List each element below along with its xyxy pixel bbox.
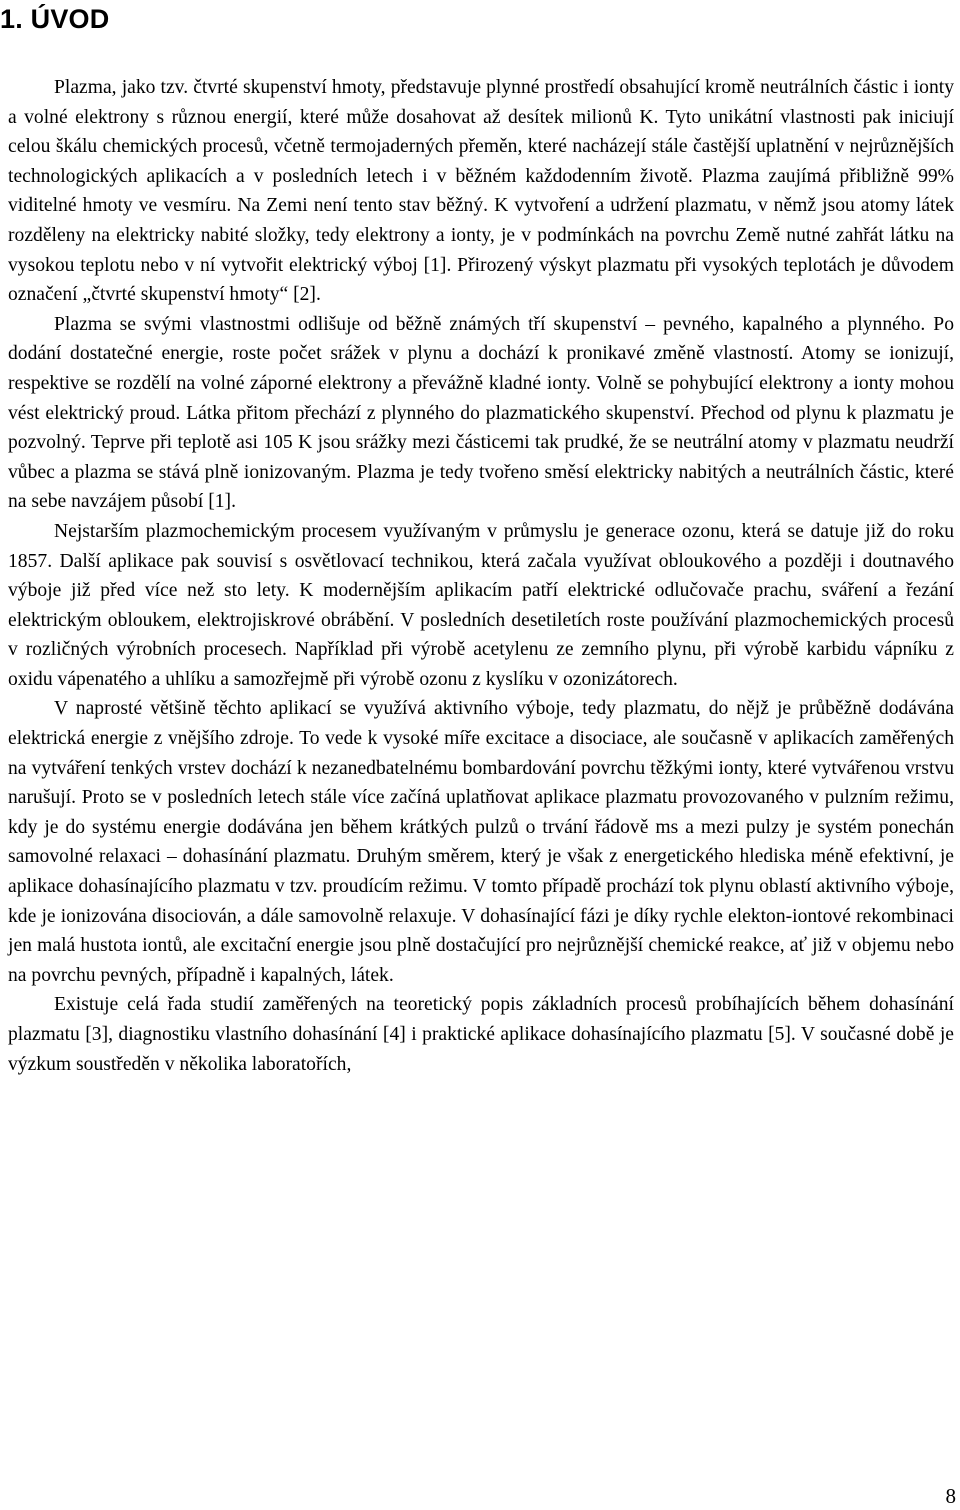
paragraph-5: Existuje celá řada studií zaměřených na teoretický popis základních procesů probíhajících během dohasínání plazmatu [3], diagnostiku vlastního dohasínání [4] i praktické aplikace dohasínajícího plazmatu [5]. V současné době je výzkum soustředěn v několika laboratořích, (8, 994, 954, 1075)
page-number: 8 (945, 1484, 956, 1508)
chapter-heading: 1. ÚVOD (0, 4, 110, 34)
chapter-body (8, 73, 954, 1079)
paragraph-4: V naprosté většině těchto aplikací se využívá aktivního výboje, tedy plazmatu, do nějž je průběžně dodávána elektrická energie z vnějšího zdroje. To vede k vysoké míře excitace a disociace, ale současně v aplikacích zaměřených na vytváření tenkých vrstev dochází k nezanedbatelnému bombardování povrchu těžkými ionty, které vytvářenou vrstvu narušují. Proto se v posledních letech stále více začíná uplatňovat aplikace plazmatu provozovaného v pulzním režimu, kdy je do systému energie dodávána jen během krátkých pulzů o trvání řádově ms a mezi pulzy je systém ponechán samovolné relaxaci – dohasínání plazmatu. Druhým směrem, který je však z energetického hlediska méně efektivní, je aplikace dohasínajícího plazmatu v tzv. proudícím režimu. V tomto případě prochází tok plynu oblastí aktivního výboje, kde je ionizována disociován, a dále samovolně relaxuje. V dohasínající fázi je díky rychle elekton-iontové rekombinaci jen malá hustota iontů, ale excitační energie jsou plně dostačující pro nejrůznější chemické reakce, ať již v objemu nebo na povrchu pevných, případně i kapalných, látek. (8, 698, 954, 986)
paragraph-1: Plazma, jako tzv. čtvrté skupenství hmoty, představuje plynné prostředí obsahující kromě neutrálních částic i ionty a volné elektrony s různou energií, které může dosahovat až desítek milionů K. Tyto unikátní vlastnosti pak iniciují celou škálu chemických procesů, včetně termojaderných přeměn, které nacházejí stále častější uplatnění v nejrůznějších technologických aplikacích a v posledních letech i v běžném každodenním životě. Plazma zaujímá přibližně 99% viditelné hmoty ve vesmíru. Na Zemi není tento stav běžný. K vytvoření a udržení plazmatu, v němž jsou atomy látek rozděleny na elektricky nabité složky, tedy elektrony a ionty, je v podmínkách na povrchu Země nutné zahřát látku na vysokou teplotu nebo v ní vytvořit elektrický výboj [1]. Přirozený výskyt plazmatu při vysokých teplotách je důvodem označení „čtvrté skupenství hmoty“ [2]. (8, 77, 954, 306)
paragraph-2: Plazma se svými vlastnostmi odlišuje od běžně známých tří skupenství – pevného, kapalného a plynného. Po dodání dostatečné energie, roste počet srážek v plynu a dochází k pronikavé změně vlastností. Atomy se ionizují, respektive se rozdělí na volné záporné elektrony a převážně kladné ionty. Volně se pohybující elektrony a ionty mohou vést elektrický proud. Látka přitom přechází z plynného do plazmatického skupenství. Přechod od plynu k plazmatu je pozvolný. Teprve při teplotě asi 105 K jsou srážky mezi částicemi tak prudké, že se neutrální atomy v plazmatu neudrží vůbec a plazma se stává plně ionizovaným. Plazma je tedy tvořeno směsí elektricky nabitých a neutrálních částic, které na sebe navzájem působí [1]. (8, 313, 954, 513)
paragraph-3: Nejstarším plazmochemickým procesem využívaným v průmyslu je generace ozonu, která se datuje již do roku 1857. Další aplikace pak souvisí s osvětlovací technikou, která začala využívat obloukového a později i doutnavého výboje již před více než sto lety. K modernějším aplikacím patří elektrické odlučovače prachu, sváření a řezání elektrickým obloukem, elektrojiskrové obrábění. V posledních desetiletích roste používání plazmochemických procesů v rozličných výrobních procesech. Například při výrobě acetylenu ze zemního plynu, při výrobě karbidu vápníku z oxidu vápenatého a uhlíku a samozřejmě při výrobě ozonu z kyslíku v ozonizátorech. (8, 520, 954, 690)
